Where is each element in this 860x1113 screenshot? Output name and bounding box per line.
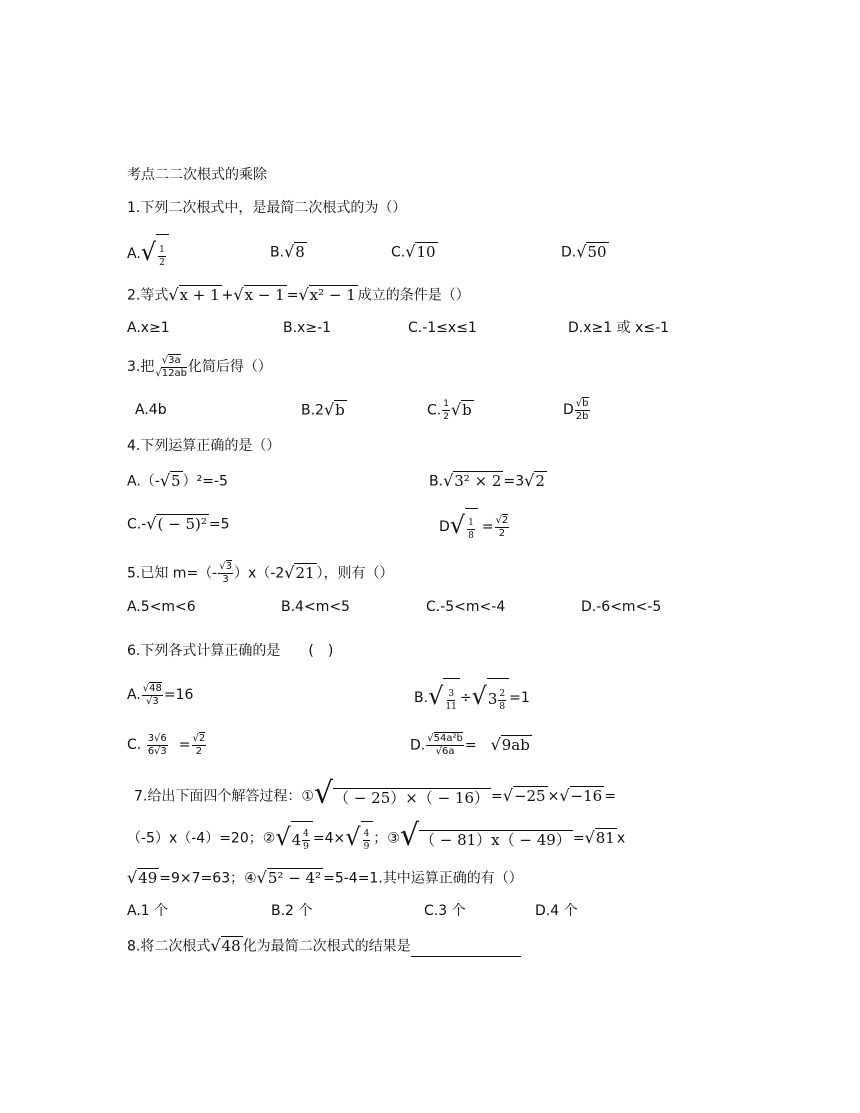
q6-option-b: B.√ $\frac{3}{11}$ ÷√3 $\frac{2}{8}$ =1 bbox=[414, 676, 530, 716]
q2-option-c: C.-1≤x≤1 bbox=[408, 320, 477, 336]
q1-option-a: A.√ $\frac{1}{2}$ bbox=[127, 232, 169, 272]
q4-option-a: A.（-√5 ）²=-5 bbox=[127, 471, 228, 490]
q1-stem: 1.下列二次根式中，是最简二次根式的为（） bbox=[127, 200, 407, 216]
q3-option-d: D $\frac{√b}{2b}$ bbox=[563, 397, 589, 422]
q3-option-b: B.2√b bbox=[301, 400, 345, 419]
q7-line-1: 7.给出下面四个解答过程：①√（ − 25）×（ − 16） =√−25 ×√−16 = bbox=[134, 776, 616, 811]
q6-option-a: A. $\frac{√48}{√3}$ =16 bbox=[127, 682, 194, 707]
q7-line-3: √49 =9×7=63；④√5² − 4² =5-4=1.其中运算正确的有（） bbox=[127, 868, 523, 887]
q8-stem: 8.将二次根式√48 化为最简二次根式的结果是 bbox=[127, 936, 521, 957]
q7-option-d: D.4 个 bbox=[535, 903, 578, 919]
q6-option-d: D. $\frac{\text{√54a²b}}{√6a}$ = √9ab bbox=[410, 733, 530, 757]
q2-stem: 2.等式√x + 1 +√x − 1 =√x² − 1 成立的条件是（） bbox=[127, 285, 470, 304]
q2-option-d: D.x≥1 或 x≤-1 bbox=[568, 320, 670, 336]
q5-option-c: C.-5<m<-4 bbox=[426, 599, 506, 615]
q1-option-d: D.√50 bbox=[561, 242, 607, 261]
q4-option-c: C.-√( − 5)² =5 bbox=[127, 514, 230, 533]
q5-stem: 5.已知 m=（- $\frac{√3}{3}$ ）x（-2√21 ），则有（） bbox=[127, 561, 394, 585]
q5-option-d: D.-6<m<-5 bbox=[581, 599, 662, 615]
q7-option-b: B.2 个 bbox=[271, 903, 313, 919]
q8-answer-blank[interactable] bbox=[411, 941, 521, 957]
q4-option-d: D√ $\frac{1}{8}$ = $\frac{√2}{2}$ bbox=[439, 506, 510, 544]
q3-option-a: A.4b bbox=[135, 402, 167, 418]
q7-line-2: （-5）x（-4）=20；②√4 $\frac{4}{9}$ =4×√ $\frac{4}{9}$ ；③√（ − 81）x（ − 49） =√81 x bbox=[127, 818, 625, 854]
section-heading: 考点二二次根式的乘除 bbox=[127, 167, 267, 183]
q7-option-a: A.1 个 bbox=[127, 903, 169, 919]
q2-option-a: A.x≥1 bbox=[127, 320, 170, 336]
q4-option-b: B.√3² × 2 =3√2 bbox=[429, 471, 545, 490]
q4-stem: 4.下列运算正确的是（） bbox=[127, 438, 281, 454]
q6-option-c: C. $\frac{3√6}{6√3}$ = $\frac{√2}{2}$ bbox=[127, 732, 206, 757]
q1-option-c: C.√10 bbox=[391, 242, 436, 261]
q1-option-b: B.√8 bbox=[270, 242, 305, 261]
q2-option-b: B.x≥-1 bbox=[283, 320, 332, 336]
q3-stem: 3.把 $\frac{√3a}{√12ab}$ 化简后得（） bbox=[127, 354, 272, 379]
q5-option-b: B.4<m<5 bbox=[281, 599, 350, 615]
q5-option-a: A.5<m<6 bbox=[127, 599, 196, 615]
q7-option-c: C.3 个 bbox=[424, 903, 466, 919]
q6-stem: 6.下列各式计算正确的是 ( ) bbox=[127, 643, 334, 659]
q3-option-c: C. $\frac{1}{2}$ √b bbox=[427, 399, 472, 422]
